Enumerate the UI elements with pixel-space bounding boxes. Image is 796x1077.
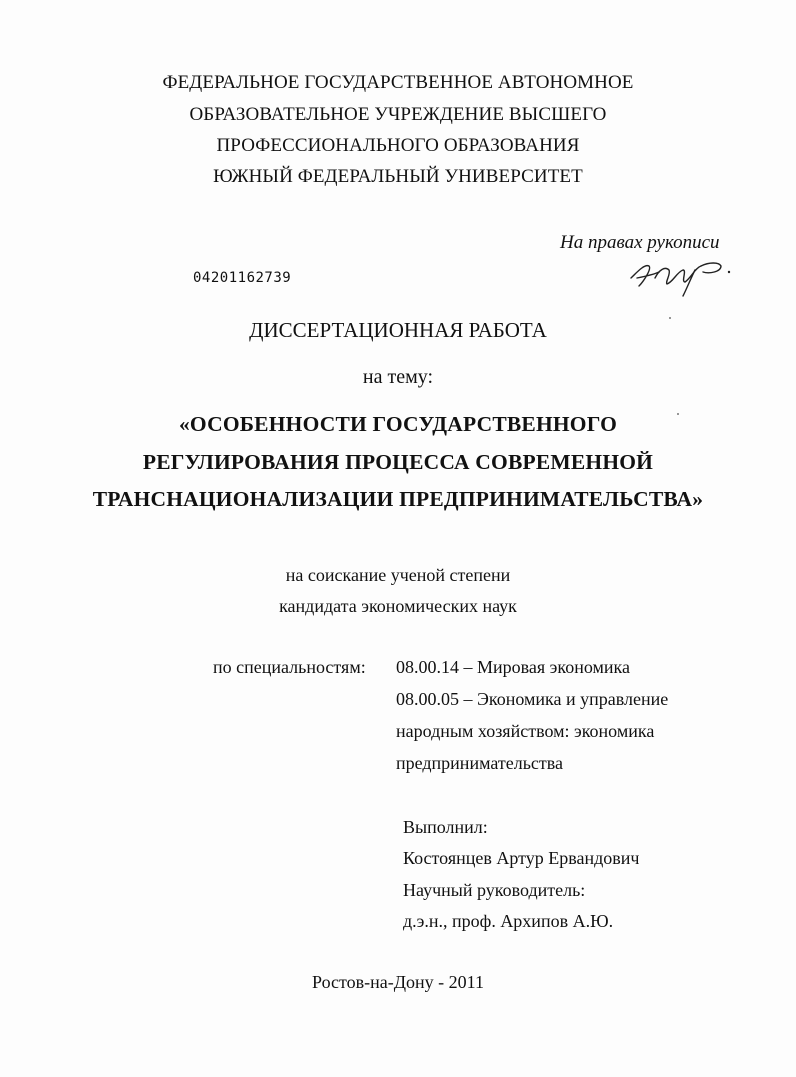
institution-line-3: ПРОФЕССИОНАЛЬНОГО ОБРАЗОВАНИЯ bbox=[216, 135, 580, 156]
handwritten-signature bbox=[625, 248, 735, 298]
dissertation-title-line-2: РЕГУЛИРОВАНИЯ ПРОЦЕССА СОВРЕМЕННОЙ bbox=[142, 450, 654, 474]
dissertation-title-line-1: «ОСОБЕННОСТИ ГОСУДАРСТВЕННОГО bbox=[178, 412, 617, 436]
subject-label: на тему: bbox=[362, 366, 434, 388]
institution-line-4: ЮЖНЫЙ ФЕДЕРАЛЬНЫЙ УНИВЕРСИТЕТ bbox=[213, 166, 583, 187]
institution-line-2: ОБРАЗОВАТЕЛЬНОЕ УЧРЕЖДЕНИЕ ВЫСШЕГО bbox=[189, 104, 607, 125]
manuscript-note: На правах рукописи bbox=[560, 232, 720, 253]
degree-line-1: на соискание ученой степени bbox=[285, 565, 511, 585]
degree-line-2: кандидата экономических наук bbox=[279, 596, 517, 616]
institution-line-1: ФЕДЕРАЛЬНОЕ ГОСУДАРСТВЕННОЕ АВТОНОМНОЕ bbox=[162, 72, 634, 93]
specialties-label: по специальностям: bbox=[213, 657, 366, 677]
specialty-line-2: 08.00.05 – Экономика и управление bbox=[396, 689, 669, 709]
specialty-line-1: 08.00.14 – Мировая экономика bbox=[396, 657, 630, 677]
specialty-line-3: народным хозяйством: экономика bbox=[396, 721, 655, 741]
scan-speck bbox=[669, 317, 671, 319]
supervisor-label: Научный руководитель: bbox=[403, 880, 586, 900]
document-code: 04201162739 bbox=[193, 270, 292, 286]
dissertation-title-line-3: ТРАНСНАЦИОНАЛИЗАЦИИ ПРЕДПРИНИМАТЕЛЬСТВА» bbox=[92, 487, 704, 511]
supervisor-name: д.э.н., проф. Архипов А.Ю. bbox=[403, 911, 614, 931]
city-year: Ростов-на-Дону - 2011 bbox=[312, 972, 484, 992]
performed-label: Выполнил: bbox=[403, 817, 488, 837]
specialty-line-4: предпринимательства bbox=[396, 753, 564, 773]
author-name: Костоянцев Артур Ервандович bbox=[403, 848, 640, 868]
scan-speck bbox=[677, 413, 679, 415]
document-type: ДИССЕРТАЦИОННАЯ РАБОТА bbox=[249, 318, 547, 342]
